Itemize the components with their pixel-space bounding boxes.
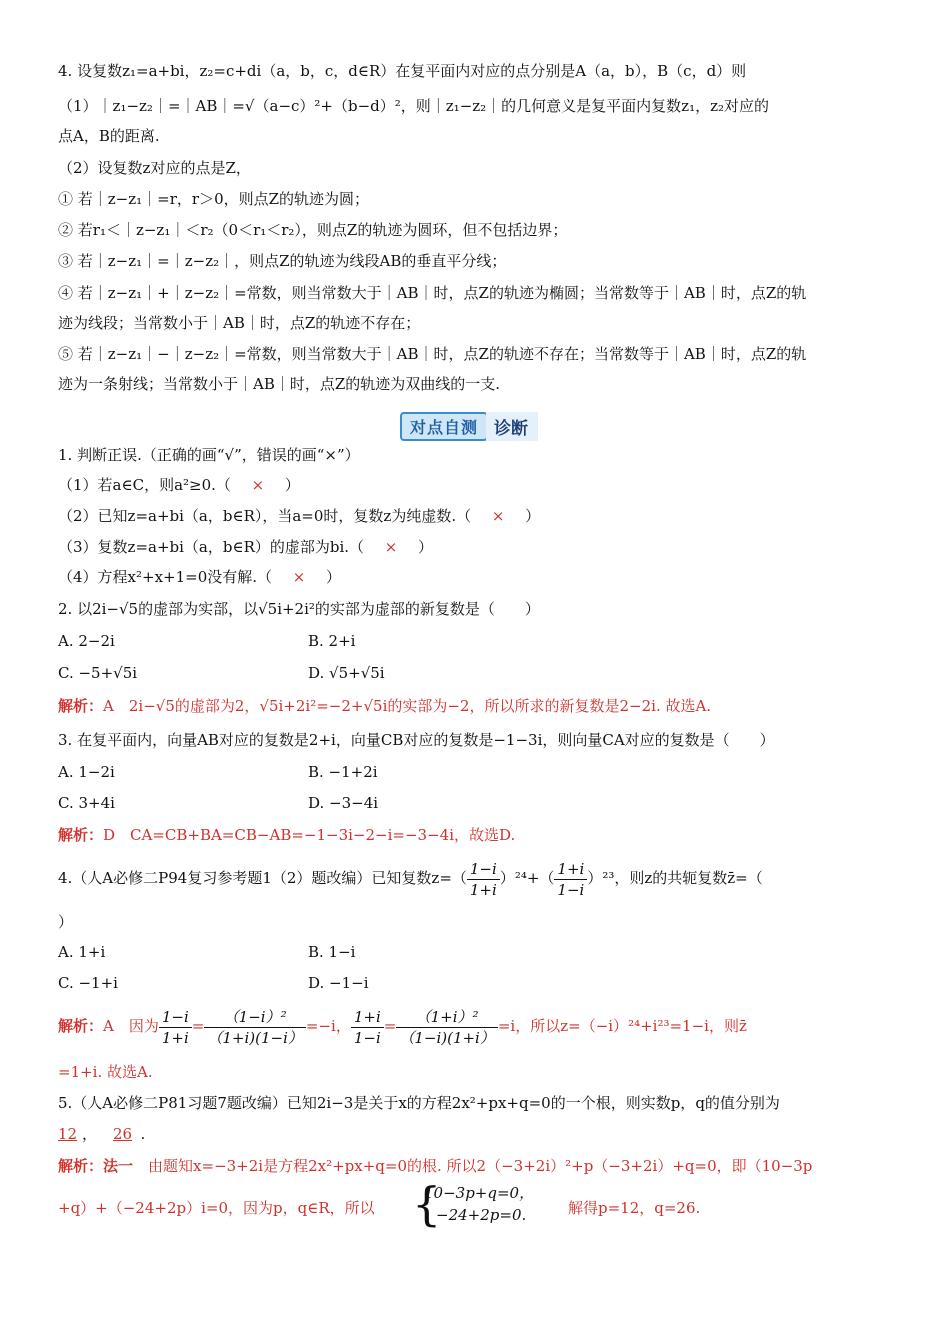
- q4-stem-post: ）²³，则z的共轭复数z̄=（: [587, 869, 763, 887]
- property-4-1-line1: （1）｜z₁−z₂｜=｜AB｜=√（a−c）²+（b−d）²，则｜z₁−z₂｜的几何意义是复平面内复数z₁，z₂对应的: [58, 97, 770, 115]
- q5-answer-q: 26: [112, 1125, 133, 1143]
- q4-sol-frac-4-den: （1−i)(1+i）: [399, 1028, 495, 1047]
- q4-sol-frac-3: [351, 1007, 384, 1048]
- q5-system-row-1: 10−3p+q=0，: [424, 1184, 535, 1202]
- q1-item-2-mark: ×: [491, 507, 505, 525]
- q4-fraction-2-den: 1−i: [557, 880, 585, 899]
- q1-stem: 1. 判断正误.（正确的画“√”，错误的画“×”）: [58, 446, 360, 464]
- q2-options-row1: [58, 630, 894, 652]
- locus-annulus: ② 若r₁＜｜z−z₁｜＜r₂（0＜r₁＜r₂），则点Z的轨迹为圆环，但不包括边界；: [58, 221, 568, 239]
- q4-options-row2: [58, 972, 894, 994]
- q4-solution-s1: A 因为: [103, 1017, 159, 1035]
- q3-options-row1: [58, 761, 894, 783]
- q4-fraction-1-num: 1−i: [467, 859, 500, 880]
- q4-solution-s3: =i，所以z=（−i）²⁴+i²³=1−i，则z̄: [497, 1017, 747, 1035]
- q4-solution-s2: =−i，: [305, 1017, 351, 1035]
- q4-sol-frac-4-num: （1+i）²: [396, 1007, 498, 1028]
- q4-option-a: A. 1+i: [58, 943, 106, 961]
- q2-solution-text: A 2i−√5的虚部为2，√5i+2i²=−2+√5i的实部为−2，所以所求的新复数是2−2i. 故选A.: [103, 697, 712, 715]
- q5-stem: 5.（人A必修二P81习题7题改编）已知2i−3是关于x的方程2x²+px+q=0的一个根，则实数p，q的值分别为: [58, 1094, 780, 1112]
- locus-hyperbola-line2: 迹为一条射线；当常数小于｜AB｜时，点Z的轨迹为双曲线的一支.: [58, 375, 501, 393]
- q4-sol-frac-2: [204, 1007, 306, 1048]
- q3-solution-label: 解析：: [58, 826, 104, 844]
- q1-item-3-text: （3）复数z=a+bi（a，b∈R）的虚部为bi.（: [58, 538, 365, 556]
- property-4-1-line2: 点A，B的距离.: [58, 127, 160, 145]
- q3-solution: [58, 824, 894, 846]
- q5-answer-sep: ，: [82, 1125, 90, 1143]
- q5-system-row-2: −24+2p=0.: [436, 1206, 527, 1224]
- q1-item-1: [58, 474, 894, 496]
- locus-bisector: ③ 若｜z−z₁｜=｜z−z₂｜，则点Z的轨迹为线段AB的垂直平分线；: [58, 252, 507, 270]
- q4-stem-pre: 4.（人A必修二P94复习参考题1（2）题改编）已知复数z=（: [58, 869, 467, 887]
- locus-hyperbola-line1: ⑤ 若｜z−z₁｜−｜z−z₂｜=常数，则当常数大于｜AB｜时，点Z的轨迹不存在；当常数等于｜AB｜时，点Z的轨: [58, 345, 807, 363]
- q3-stem: 3. 在复平面内，向量AB对应的复数是2+i，向量CB对应的复数是−1−3i，则向量CA对应的复数是（ ）: [58, 731, 775, 749]
- q4-stem-mid: ）²⁴+（: [499, 869, 555, 887]
- q4-fraction-1: [467, 859, 500, 900]
- property-4-2-heading: （2）设复数z对应的点是Z，: [58, 159, 251, 177]
- q2-solution: [58, 695, 894, 717]
- q5-solution-label: 解析：: [58, 1157, 104, 1175]
- section-banner-tail: 诊断: [486, 412, 538, 441]
- q3-option-c: C. 3+4i: [58, 794, 115, 812]
- section-banner: [400, 412, 538, 440]
- q4-sol-eq-1: =: [191, 1017, 205, 1035]
- q4-sol-eq-2: =: [383, 1017, 397, 1035]
- q5-answer-p: 12: [58, 1125, 78, 1143]
- q4-options-row1: [58, 941, 894, 963]
- q3-options-row2: [58, 792, 894, 814]
- q2-option-d: D. √5+√5i: [308, 664, 385, 682]
- q4-sol-frac-3-num: 1+i: [351, 1007, 384, 1028]
- q5-solution-result: 解得p=12，q=26.: [568, 1199, 701, 1217]
- q4-option-c: C. −1+i: [58, 974, 118, 992]
- q1-item-1-close: ）: [284, 476, 300, 494]
- q1-item-4-text: （4）方程x²+x+1=0没有解.（: [58, 568, 273, 586]
- q4-solution-label: 解析：: [58, 1017, 104, 1035]
- q3-option-b: B. −1+2i: [308, 763, 378, 781]
- q5-solution-text-1: 由题知x=−3+2i是方程2x²+px+q=0的根. 所以2（−3+2i）²+p（−3+2i）+q=0，即（10−3p: [148, 1157, 813, 1175]
- q4-stem: [58, 856, 894, 900]
- q4-solution: [58, 1004, 894, 1048]
- q1-item-3-mark: ×: [384, 538, 398, 556]
- q5-solution-line1: [58, 1155, 894, 1177]
- q3-option-a: A. 1−2i: [58, 763, 115, 781]
- q4-fraction-1-den: 1+i: [469, 880, 497, 899]
- q3-solution-text: D CA=CB+BA=CB−AB=−1−3i−2−i=−3−4i，故选D.: [103, 826, 516, 844]
- q4-sol-frac-3-den: 1−i: [353, 1028, 381, 1047]
- q5-method-1: 法一: [103, 1157, 134, 1175]
- section-banner-box: 对点自测: [400, 412, 488, 441]
- q3-option-d: D. −3−4i: [308, 794, 379, 812]
- q4-fraction-2: [554, 859, 587, 900]
- q1-item-2: [58, 505, 894, 527]
- q1-item-2-close: ）: [525, 507, 541, 525]
- q5-answer-line: [58, 1123, 894, 1145]
- q2-options-row2: [58, 662, 894, 684]
- q4-sol-frac-2-den: （1+i)(1−i）: [207, 1028, 303, 1047]
- q1-item-3: [58, 536, 894, 558]
- q4-sol-frac-1-num: 1−i: [159, 1007, 192, 1028]
- locus-ellipse-line2: 迹为线段；当常数小于｜AB｜时，点Z的轨迹不存在；: [58, 314, 421, 332]
- q4-solution-cont: =1+i. 故选A.: [58, 1063, 153, 1081]
- q1-item-3-close: ）: [418, 538, 434, 556]
- q1-item-4-close: ）: [326, 568, 342, 586]
- q5-equation-system: [412, 1177, 562, 1232]
- q1-item-4-mark: ×: [292, 568, 306, 586]
- q2-option-c: C. −5+√5i: [58, 664, 138, 682]
- property-4-heading: 4. 设复数z₁=a+bi，z₂=c+di（a，b，c，d∈R）在复平面内对应的点分别是A（a，b），B（c，d）则: [58, 62, 747, 80]
- q5-system-brace: {: [412, 1177, 442, 1231]
- q1-item-2-text: （2）已知z=a+bi（a，b∈R），当a=0时，复数z为纯虚数.（: [58, 507, 472, 525]
- q1-item-1-mark: ×: [251, 476, 265, 494]
- locus-ellipse-line1: ④ 若｜z−z₁｜+｜z−z₂｜=常数，则当常数大于｜AB｜时，点Z的轨迹为椭圆；当常数等于｜AB｜时，点Z的轨: [58, 284, 807, 302]
- q2-solution-label: 解析：: [58, 697, 104, 715]
- q1-item-4: [58, 566, 894, 588]
- q4-sol-frac-2-num: （1−i）²: [204, 1007, 306, 1028]
- q2-option-b: B. 2+i: [308, 632, 356, 650]
- q4-sol-frac-1: [159, 1007, 192, 1048]
- q4-sol-frac-4: [396, 1007, 498, 1048]
- q1-item-1-text: （1）若a∈C，则a²≥0.（: [58, 476, 231, 494]
- q2-option-a: A. 2−2i: [58, 632, 115, 650]
- q4-fraction-2-num: 1+i: [554, 859, 587, 880]
- q4-sol-frac-1-den: 1+i: [161, 1028, 189, 1047]
- q4-stem-close: ）: [58, 913, 74, 931]
- q4-option-d: D. −1−i: [308, 974, 369, 992]
- q5-answer-end: .: [140, 1125, 146, 1143]
- q2-stem: 2. 以2i−√5的虚部为实部，以√5i+2i²的实部为虚部的新复数是（ ）: [58, 600, 540, 618]
- q4-option-b: B. 1−i: [308, 943, 356, 961]
- q5-solution-text-2: +q）+（−24+2p）i=0，因为p，q∈R，所以: [58, 1199, 375, 1217]
- locus-circle: ① 若｜z−z₁｜=r，r＞0，则点Z的轨迹为圆；: [58, 190, 370, 208]
